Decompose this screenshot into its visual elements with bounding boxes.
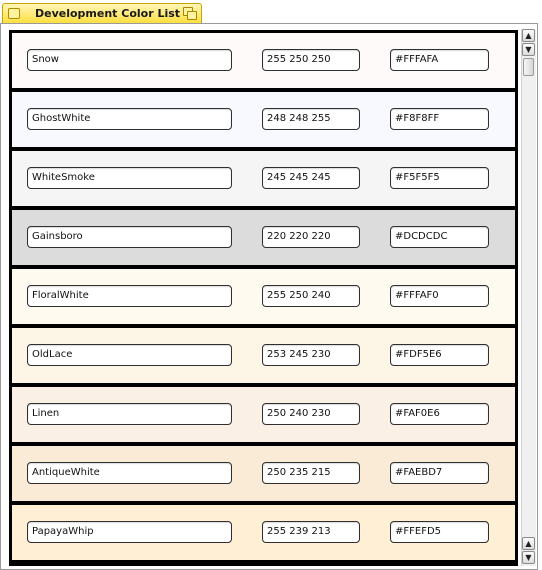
color-hex-field[interactable]: #FDF5E6 (390, 344, 489, 366)
color-rgb-field[interactable]: 220 220 220 (262, 226, 360, 248)
color-row (12, 328, 515, 383)
color-hex-field[interactable]: #FAEBD7 (390, 462, 489, 484)
color-hex-field[interactable]: #FFEFD5 (390, 521, 489, 543)
color-hex-field[interactable]: #FAF0E6 (390, 403, 489, 425)
color-row (12, 387, 515, 442)
color-name-field[interactable]: Snow (27, 49, 232, 71)
color-row (12, 210, 515, 265)
color-rgb-field[interactable]: 250 235 215 (262, 462, 360, 484)
color-row (12, 151, 515, 206)
color-rgb-field[interactable]: 255 250 240 (262, 285, 360, 307)
color-row (12, 92, 515, 147)
scroll-up-button-bottom[interactable] (522, 537, 535, 550)
color-row (12, 33, 515, 88)
color-list (9, 30, 518, 566)
color-rgb-field[interactable]: 245 245 245 (262, 167, 360, 189)
scroll-down-button[interactable] (522, 551, 535, 564)
color-row (12, 446, 515, 501)
tab-title: Development Color List (35, 7, 181, 20)
color-hex-field[interactable]: #FFFAF0 (390, 285, 489, 307)
arrow-up-icon: ▲ (525, 539, 532, 548)
color-rgb-field[interactable]: 250 240 230 (262, 403, 360, 425)
color-hex-field[interactable]: #F5F5F5 (390, 167, 489, 189)
arrow-down-icon: ▼ (525, 553, 532, 562)
color-rgb-field[interactable]: 255 250 250 (262, 49, 360, 71)
color-hex-field[interactable]: #F8F8FF (390, 108, 489, 130)
color-name-field[interactable]: Gainsboro (27, 226, 232, 248)
color-row (12, 505, 515, 560)
color-hex-field[interactable]: #FFFAFA (390, 49, 489, 71)
color-rgb-field[interactable]: 255 239 213 (262, 521, 360, 543)
color-name-field[interactable]: PapayaWhip (27, 521, 232, 543)
arrow-up-icon: ▲ (525, 31, 532, 40)
color-rgb-field[interactable]: 248 248 255 (262, 108, 360, 130)
restore-icon[interactable] (183, 7, 197, 20)
scroll-thumb[interactable] (523, 58, 534, 76)
color-name-field[interactable]: WhiteSmoke (27, 167, 232, 189)
window-icon (8, 8, 20, 19)
color-name-field[interactable]: OldLace (27, 344, 232, 366)
color-name-field[interactable]: FloralWhite (27, 285, 232, 307)
arrow-down-icon: ▼ (525, 45, 532, 54)
color-name-field[interactable]: AntiqueWhite (27, 462, 232, 484)
color-rgb-field[interactable]: 253 245 230 (262, 344, 360, 366)
color-name-field[interactable]: Linen (27, 403, 232, 425)
color-name-field[interactable]: GhostWhite (27, 108, 232, 130)
color-row (12, 269, 515, 324)
color-list-panel (0, 23, 538, 570)
scroll-down-button-top[interactable] (522, 43, 535, 56)
tab-development-color-list[interactable] (2, 3, 202, 24)
color-hex-field[interactable]: #DCDCDC (390, 226, 489, 248)
scroll-up-button[interactable] (522, 29, 535, 42)
vertical-scrollbar[interactable] (521, 29, 536, 566)
